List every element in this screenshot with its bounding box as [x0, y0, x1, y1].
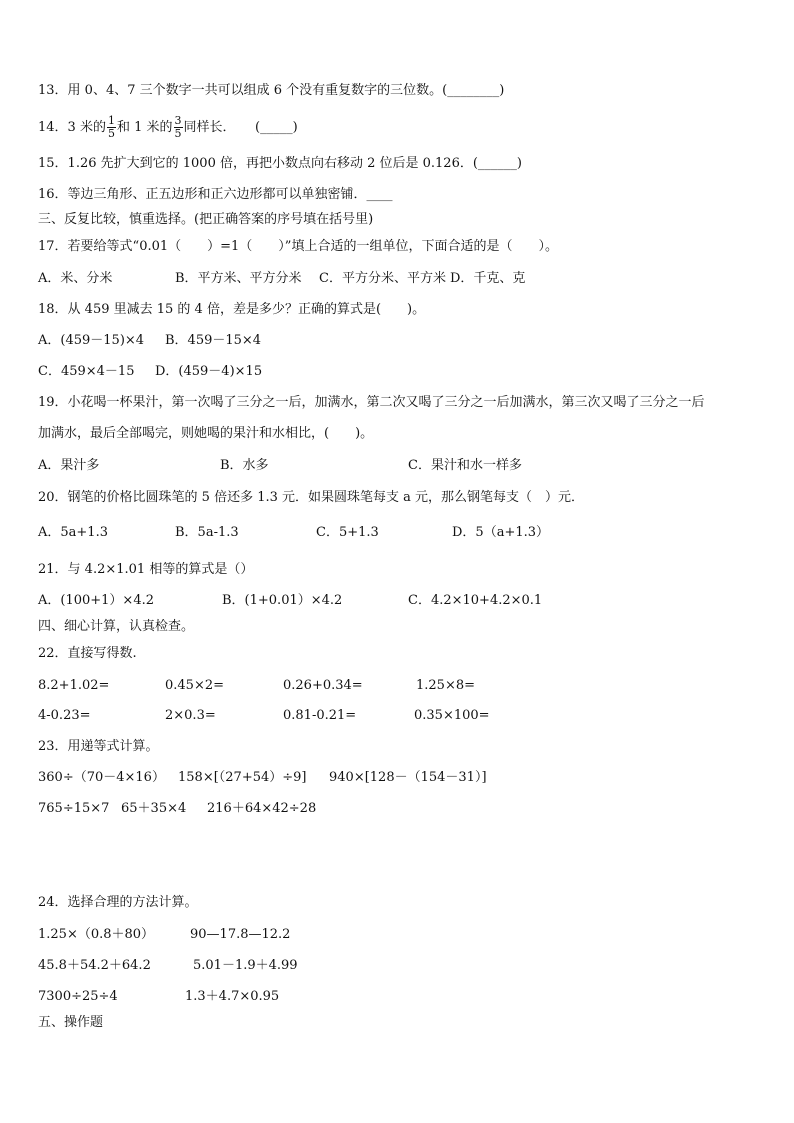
q22-item: 4-0.23= [38, 708, 91, 723]
question-19-stem-line-2: 加满水，最后全部喝完，则她喝的果汁和水相比，( )。 [38, 426, 374, 441]
q23-item: 65＋35×4 [121, 801, 187, 816]
question-21-stem: 21．与 4.2×1.01 相等的算式是（） [38, 562, 254, 577]
question-24-stem: 24．选择合理的方法计算。 [38, 895, 198, 910]
q22-item: 0.35×100= [414, 708, 490, 723]
fraction-numerator: 1 [107, 114, 115, 127]
q24-item: 45.8＋54.2＋64.2 [38, 958, 151, 973]
question-18-option-d: D．(459－4)×15 [155, 364, 263, 379]
q24-item: 1.25×（0.8＋80） [38, 927, 155, 942]
question-14-text-a: 14．3 米的 [38, 120, 106, 135]
q22-item: 0.45×2= [165, 678, 225, 693]
q24-item: 7300÷25÷4 [38, 989, 118, 1004]
question-18-stem: 18．从 459 里减去 15 的 4 倍，差是多少？正确的算式是( )。 [38, 302, 426, 317]
question-19-stem-line-1: 19．小花喝一杯果汁，第一次喝了三分之一后，加满水，第二次又喝了三分之一后加满水，第三次又喝了三分之一后 [38, 395, 705, 410]
question-14-text-b: 和 1 米的 [116, 120, 173, 135]
question-19-option-c: C．果汁和水一样多 [408, 458, 522, 473]
q24-item: 90—17.8—12.2 [190, 927, 291, 942]
fraction-numerator: 3 [174, 114, 182, 127]
section-5-heading: 五、操作题 [38, 1015, 104, 1030]
question-17-option-d: D．千克、克 [450, 271, 526, 286]
section-3-heading: 三、反复比较，慎重选择。(把正确答案的序号填在括号里) [38, 212, 374, 227]
question-19-option-a: A．果汁多 [38, 458, 100, 473]
q22-item: 0.26+0.34= [283, 678, 363, 693]
section-4-heading: 四、细心计算，认真检查。 [38, 619, 195, 634]
question-17-option-c: C．平方分米、平方米 [319, 271, 446, 286]
question-17-option-b: B．平方米、平方分米 [175, 271, 302, 286]
question-16: 16．等边三角形、正五边形和正六边形都可以单独密铺．____ [38, 187, 393, 202]
fraction-denominator: 5 [107, 127, 115, 140]
q23-item: 940×[128－（154－31）] [329, 770, 487, 785]
question-13: 13．用 0、4、7 三个数字一共可以组成 6 个没有重复数字的三位数。(________) [38, 83, 505, 98]
question-14 [38, 108, 298, 148]
question-14-text-c: 同样长． (_____) [183, 120, 298, 135]
q23-item: 360÷（70－4×16） [38, 770, 165, 785]
q24-item: 5.01－1.9＋4.99 [193, 958, 298, 973]
q24-item: 1.3＋4.7×0.95 [185, 989, 280, 1004]
fraction-denominator: 5 [174, 127, 182, 140]
question-20-option-b: B．5a-1.3 [175, 525, 239, 540]
question-21-option-b: B．(1+0.01）×4.2 [222, 593, 343, 608]
question-23-stem: 23．用递等式计算。 [38, 739, 159, 754]
q22-item: 8.2+1.02= [38, 678, 110, 693]
question-17-stem: 17．若要给等式“0.01（ ）=1（ ）”填上合适的一组单位，下面合适的是（ ）。 [38, 239, 558, 254]
question-18-option-c: C．459×4－15 [38, 364, 135, 379]
q23-item: 216＋64×42÷28 [207, 801, 317, 816]
question-17-option-a: A．米、分米 [38, 271, 113, 286]
question-15: 15．1.26 先扩大到它的 1000 倍，再把小数点向右移动 2 位后是 0.126．(______) [38, 156, 522, 171]
question-20-option-d: D．5（a+1.3） [452, 525, 550, 540]
question-22-stem: 22．直接写得数. [38, 646, 137, 661]
q23-item: 158×[（27+54）÷9] [178, 770, 307, 785]
fraction-one-fifth [107, 115, 116, 140]
question-21-option-c: C．4.2×10+4.2×0.1 [408, 593, 543, 608]
question-20-stem: 20．钢笔的价格比圆珠笔的 5 倍还多 1.3 元．如果圆珠笔每支 a 元，那么钢笔每支（ ）元． [38, 490, 585, 505]
fraction-three-fifths [174, 115, 183, 140]
question-18-option-b: B．459－15×4 [165, 333, 262, 348]
q22-item: 1.25×8= [416, 678, 476, 693]
q22-item: 2×0.3= [165, 708, 216, 723]
q22-item: 0.81-0.21= [283, 708, 357, 723]
question-21-option-a: A．(100+1）×4.2 [38, 593, 155, 608]
question-20-option-c: C．5+1.3 [316, 525, 379, 540]
question-19-option-b: B．水多 [220, 458, 269, 473]
question-18-option-a: A．(459－15)×4 [38, 333, 145, 348]
question-20-option-a: A．5a+1.3 [38, 525, 108, 540]
q23-item: 765÷15×7 [38, 801, 110, 816]
